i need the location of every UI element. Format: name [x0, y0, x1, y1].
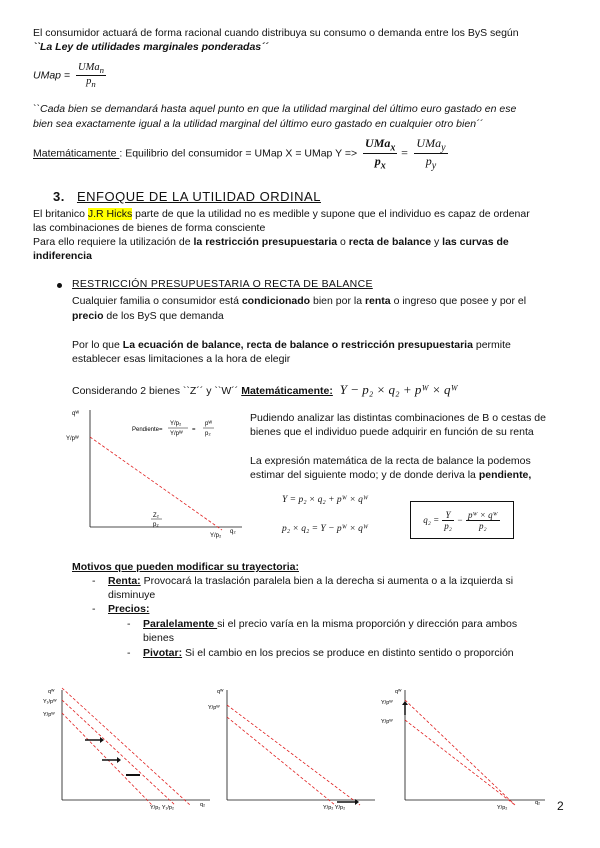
- frac-y: [414, 136, 447, 172]
- dash-precios: -: [92, 603, 96, 615]
- equilibrium-line: [33, 136, 451, 172]
- slope-formula-box: [410, 501, 514, 539]
- b2-a: precio: [72, 310, 104, 322]
- g1-y-label: qᵂ: [48, 689, 55, 695]
- equals-sign: =: [400, 145, 409, 160]
- graph-x-intercept: Y/p₂: [210, 533, 222, 539]
- graph-income-shift: [40, 685, 215, 810]
- frac-y-num-sub: y: [441, 142, 446, 154]
- frac-x: [363, 136, 397, 172]
- bullet-line-4: establecer esas limitaciones a la hora de elegir: [72, 353, 291, 365]
- umap-lhs: UMap =: [33, 69, 71, 82]
- right-line-2: bienes que el individuo puede adquirir en función de su renta: [250, 426, 534, 438]
- b1-a: Cualquier familia o consumidor está: [72, 295, 242, 307]
- paralelamente-line: [143, 618, 517, 630]
- box-f2-num: pᵂ × qᵂ: [467, 509, 498, 520]
- bullet-dot: [57, 283, 62, 288]
- graph-mid-den: p₂: [153, 522, 159, 528]
- box-frac-2: [466, 510, 500, 531]
- law-name: ``La Ley de utilidades marginales ponderadas´´: [33, 41, 269, 53]
- g2-y-label: qᵂ: [217, 689, 224, 695]
- motivos-title: Motivos que pueden modificar su trayectoria:: [72, 561, 299, 573]
- g3-y-int-2: Y/pᵂ: [381, 719, 393, 725]
- dash-renta: -: [92, 575, 96, 587]
- g1-line-2: [62, 700, 175, 805]
- math-label: Matemáticamente: [33, 147, 120, 160]
- bullet-line-1: [72, 295, 526, 307]
- b1-c: bien por la: [310, 295, 365, 307]
- g1-x-int: Y/p₂ Y₁/p₂: [150, 805, 175, 810]
- b2-b: de los ByS que demanda: [103, 310, 224, 322]
- dash-pivotar: -: [127, 647, 131, 659]
- frac-x-den-sub: x: [380, 160, 386, 172]
- intro-line-1: El consumidor actuará de forma racional cuando distribuya su consumo o demanda entre los ByS según: [33, 27, 519, 39]
- paral-text: si el precio varía en la misma proporción y dirección para ambos: [217, 618, 518, 630]
- graph-slope-label: Pendiente=: [132, 427, 163, 433]
- g1-arrow-2-head: [117, 757, 121, 763]
- g2-x-int: Y/p₂ Y/p₂: [323, 805, 346, 810]
- umap-num: UMa: [77, 62, 100, 73]
- requires-line-2: indiferencia: [33, 250, 92, 262]
- req-f: las curvas de: [442, 236, 509, 248]
- graph-y-label: qᵂ: [72, 411, 80, 417]
- umap-num-sub: n: [99, 65, 104, 76]
- b1-b: condicionado: [241, 295, 311, 307]
- paralelamente-line-2: bienes: [143, 632, 174, 644]
- b5-b: Matemáticamente:: [241, 385, 333, 397]
- bullet-line-3: [72, 339, 511, 351]
- frac-y-num: UMa: [416, 136, 442, 150]
- box-minus: −: [456, 515, 463, 525]
- section-number: 3.: [53, 189, 65, 204]
- b3-c: permite: [472, 339, 511, 351]
- box-f2-den: p₂: [479, 520, 487, 531]
- renta-label: Renta:: [108, 575, 141, 587]
- umap-fraction: [76, 62, 106, 89]
- page-number: 2: [557, 799, 564, 813]
- g1-line-1: [62, 713, 152, 805]
- b3-a: Por lo que: [72, 339, 123, 351]
- hicks-text-a: El britanico: [33, 208, 88, 220]
- bullet-title: RESTRICCIÓN PRESUPUESTARIA O RECTA DE BALANCE: [72, 278, 373, 290]
- right-line-3: La expresión matemática de la recta de balance la podemos: [250, 455, 531, 467]
- right-line-1: Pudiendo analizar las distintas combinaciones de B o cestas de: [250, 412, 546, 424]
- bullet-line-2: [72, 310, 224, 322]
- frac-x-num-sub: x: [390, 142, 396, 154]
- piv-text: Si el cambio en los precios se produce en distinto sentido o proporción: [182, 647, 514, 659]
- renta-line: [108, 575, 513, 587]
- g2-line-2: [227, 717, 335, 805]
- umap-den: p: [86, 76, 92, 88]
- box-frac-1: [442, 510, 454, 531]
- quote-line-2: bien sea exactamente igual a la utilidad marginal del último euro gastado en cualquier otro bien´´: [33, 118, 484, 130]
- graph-price-parallel: [205, 685, 380, 810]
- paral-label: Paralelamente: [143, 618, 218, 630]
- graph-slope-f2-den: p₂: [205, 431, 211, 437]
- renta-text: Provocará la traslación paralela bien a la derecha si aumenta o a la izquierda si: [140, 575, 514, 587]
- graph-price-pivot: [375, 685, 550, 810]
- b5-a: Considerando 2 bienes ``Z´´ y ``W´´: [72, 385, 242, 397]
- g1-y-int-2: Y/pᵂ: [43, 712, 55, 718]
- requires-line: [33, 236, 509, 248]
- section-title: ENFOQUE DE LA UTILIDAD ORDINAL: [76, 189, 321, 204]
- umap-formula: [33, 62, 109, 89]
- req-e: y: [431, 236, 443, 248]
- req-d: recta de balance: [348, 236, 432, 248]
- dash-paralelamente: -: [127, 618, 131, 630]
- g1-line-3: [62, 688, 190, 805]
- g2-line-1: [227, 705, 360, 805]
- graph-x-label: q₂: [230, 529, 236, 535]
- g3-x-label: q₂: [535, 800, 541, 806]
- graph-slope-f1-den: Y/pᵂ: [170, 431, 183, 437]
- equation-2: p₂ × q₂ = Y − pᵂ × qᵂ: [282, 524, 369, 534]
- right-line-4: [250, 469, 531, 481]
- graph-y-intercept: Y/pᵂ: [66, 436, 79, 442]
- umap-den-sub: n: [91, 79, 96, 90]
- box-lhs: q₂ =: [423, 515, 440, 525]
- g3-line-2: [405, 720, 515, 805]
- req-a: Para ello requiere la utilización de: [33, 236, 194, 248]
- frac-y-den: p: [425, 154, 432, 169]
- req-b: la restricción presupuestaria: [193, 236, 338, 248]
- g3-y-label: qᵂ: [395, 689, 402, 695]
- considering-line: [72, 382, 458, 398]
- equation-1: Y = p₂ × q₂ + pᵂ × qᵂ: [282, 495, 369, 505]
- frac-y-den-sub: y: [431, 160, 437, 172]
- section-heading: [53, 189, 321, 204]
- frac-x-num: UMa: [365, 136, 391, 150]
- graph-slope-f2-num: pᵂ: [205, 421, 213, 427]
- g3-y-int-1: Y/pᵂ: [381, 700, 393, 706]
- b5-equation: Y − p₂ × q₂ + pᵂ × qᵂ: [339, 382, 458, 397]
- b3-b: La ecuación de balance, recta de balance o restricción presupuestaria: [122, 339, 473, 351]
- g3-line-1: [405, 700, 515, 805]
- pivotar-line: [143, 647, 514, 659]
- box-f1-den: p₂: [444, 520, 452, 531]
- graph-mid-num: Z₂: [153, 513, 159, 519]
- box-f1-num: Y: [442, 510, 454, 521]
- renta-line-2: disminuye: [108, 589, 156, 601]
- g1-y-int-1: Y₁/pᵂ: [43, 699, 57, 705]
- hicks-text-b: parte de que la utilidad no es medible y supone que el individuo es capaz de ordenar: [132, 208, 530, 220]
- b1-e: o ingreso que posee y por el: [390, 295, 527, 307]
- precios-label: Precios:: [108, 603, 150, 615]
- hicks-line: [33, 208, 530, 220]
- g3-x-int: Y/p₂: [497, 805, 508, 810]
- hicks-line-2: las combinaciones de bienes de forma consciente: [33, 222, 266, 234]
- b1-d: renta: [364, 295, 391, 307]
- g2-y-int: Y/pᵂ: [208, 705, 220, 711]
- r4-a: estimar del siguiente modo; y de donde deriva la: [250, 469, 479, 481]
- piv-label: Pivotar:: [143, 647, 183, 659]
- graph-slope-eq: =: [192, 427, 196, 433]
- math-text: : Equilibrio del consumidor = UMap X = UMap Y =>: [119, 147, 358, 160]
- hicks-name: J.R Hicks: [87, 208, 133, 220]
- g1-x-label: q₂: [200, 802, 206, 808]
- budget-line-graph: [62, 405, 247, 540]
- graph-slope-f1-num: Y/p₂: [170, 421, 182, 427]
- g1-arrow-1-head: [100, 737, 104, 743]
- quote-line-1: ``Cada bien se demandará hasta aquel punto en que la utilidad marginal del último euro gastado en ese: [33, 103, 517, 115]
- req-c: o: [337, 236, 349, 248]
- r4-b: pendiente,: [478, 469, 532, 481]
- frac-x-den: p: [374, 154, 381, 169]
